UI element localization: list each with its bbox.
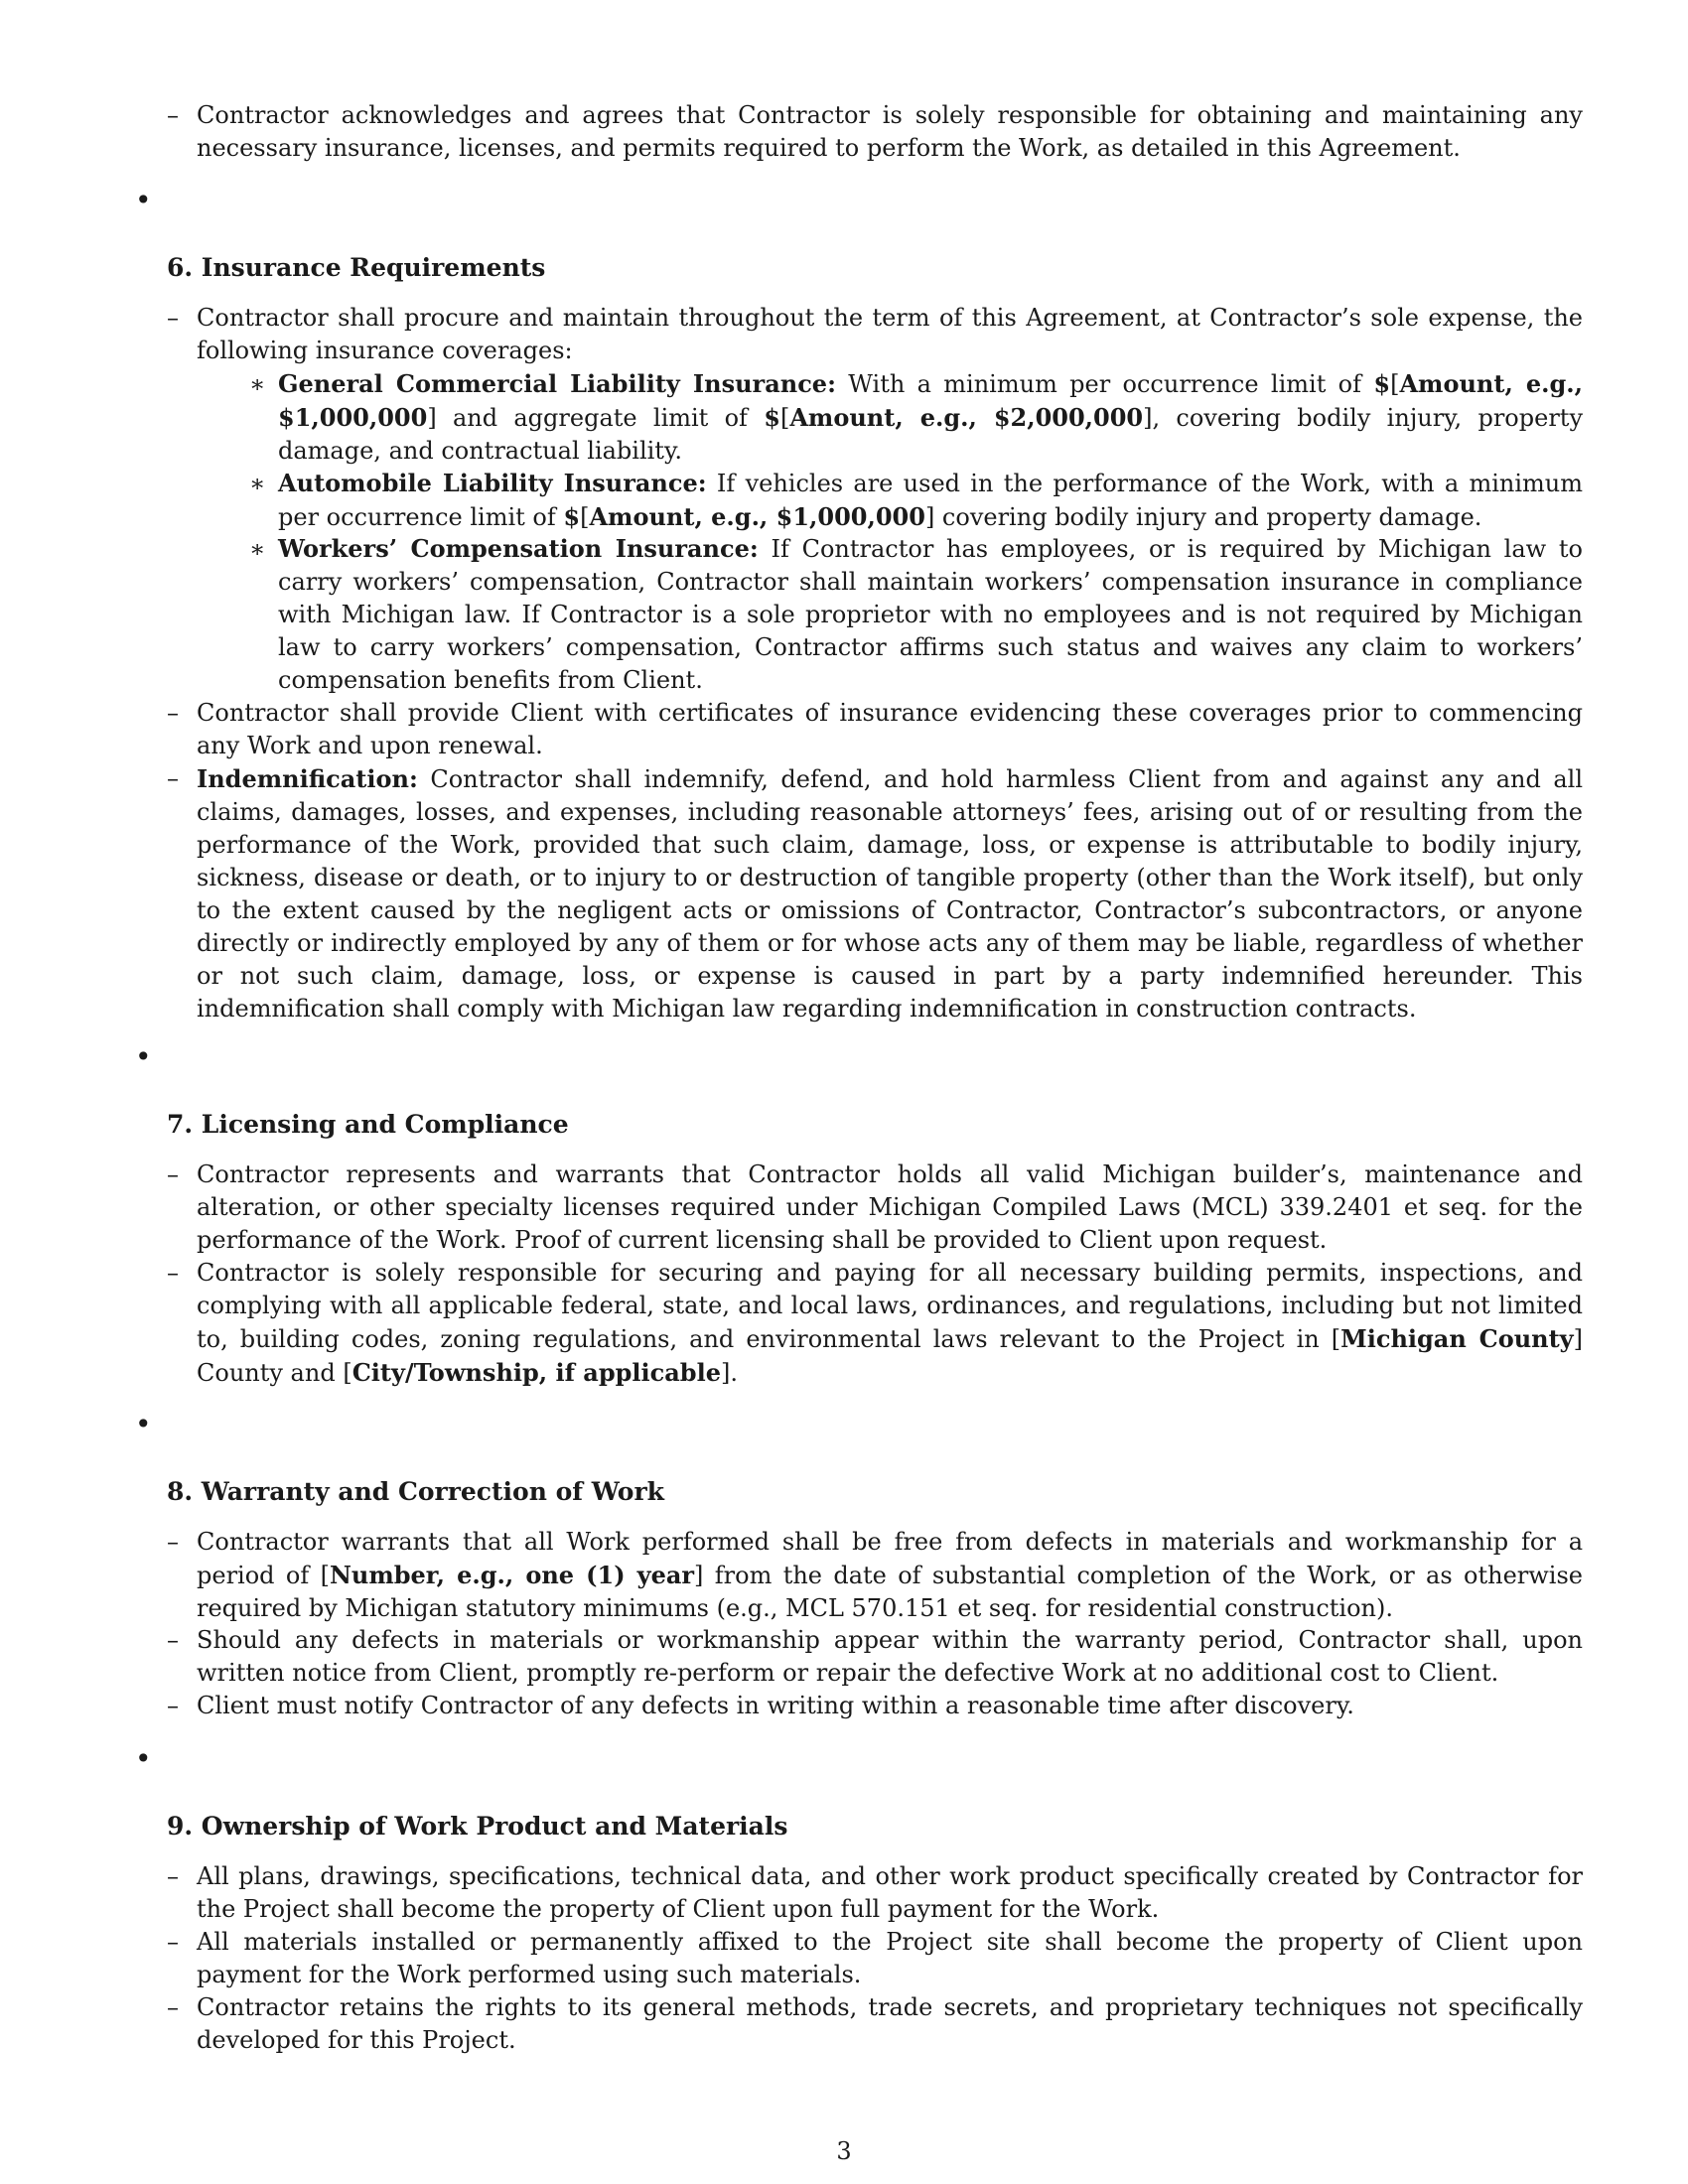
section7-list-item bbox=[167, 1159, 1583, 1257]
section7-item2-text: ] County and [ bbox=[197, 1325, 1584, 1387]
bracket: [ bbox=[580, 503, 590, 531]
star-marker: ∗ bbox=[249, 535, 266, 563]
section8-item2-text: Should any defects in materials or workmanship appear within the warranty period, Contractor shall, upon written notice from Client, promptly re-perform or repair the defective Work at no additional cost to Client. bbox=[197, 1626, 1583, 1687]
section6-subitem-workers-comp bbox=[249, 532, 1583, 697]
amount-placeholder: Amount, e.g., $1,000,000 bbox=[278, 369, 1583, 432]
section7-item2-text: Contractor is solely responsible for securing and paying for all necessary building permits, inspections, and complying with all applicable federal, state, and local laws, ordinances, and regulations, including but not limited to, building codes, zoning regulations, and environmental laws relevant to the Project in [ bbox=[197, 1259, 1583, 1353]
indemnification-label: Indemnification: bbox=[197, 764, 418, 793]
dash-marker: – bbox=[167, 1528, 179, 1556]
bullet-marker: • bbox=[135, 1408, 152, 1440]
dash-marker: – bbox=[167, 1259, 179, 1287]
dash-marker: – bbox=[167, 1626, 179, 1654]
amount-placeholder: Amount, e.g., $1,000,000 bbox=[589, 502, 925, 531]
section6-heading: 6. Insurance Requirements bbox=[167, 253, 546, 282]
section8-item3-text: Client must notify Contractor of any defects in writing within a reasonable time after discovery. bbox=[197, 1692, 1354, 1719]
auto-liability-text: If vehicles are used in the performance of the Work, with a minimum per occurrence limit of bbox=[278, 470, 1584, 531]
dollar-sign: $ bbox=[1373, 369, 1391, 398]
warranty-period-placeholder: Number, e.g., one (1) year bbox=[329, 1561, 695, 1589]
dash-marker: – bbox=[167, 304, 179, 332]
section8-list-item bbox=[167, 1624, 1583, 1690]
section6-subitem-general-liability bbox=[249, 367, 1583, 468]
dash-marker: – bbox=[167, 1862, 179, 1890]
section6-list-item bbox=[167, 697, 1583, 762]
section8-list-item bbox=[167, 1690, 1583, 1722]
dollar-sign: $ bbox=[563, 502, 581, 531]
section5-list-item bbox=[167, 99, 1583, 165]
page-number: 3 bbox=[836, 2137, 852, 2165]
section6-item2-text: Contractor shall provide Client with certificates of insurance evidencing these coverages prior to commencing any Work and upon renewal. bbox=[197, 699, 1583, 759]
star-marker: ∗ bbox=[249, 370, 266, 398]
general-liability-label: General Commercial Liability Insurance: bbox=[278, 369, 836, 398]
dash-marker: – bbox=[167, 1993, 179, 2021]
general-liability-text: With a minimum per occurrence limit of bbox=[835, 370, 1374, 398]
bullet-marker: • bbox=[135, 1040, 152, 1073]
section9-list-item bbox=[167, 1991, 1583, 2057]
star-marker: ∗ bbox=[249, 470, 266, 497]
dash-marker: – bbox=[167, 764, 179, 792]
dash-marker: – bbox=[167, 699, 179, 727]
amount-placeholder: Amount, e.g., $2,000,000 bbox=[789, 403, 1144, 432]
section9-item3-text: Contractor retains the rights to its general methods, trade secrets, and proprietary techniques not specifically developed for this Project. bbox=[197, 1993, 1583, 2054]
bracket: [ bbox=[779, 404, 790, 432]
section7-item1-text: Contractor represents and warrants that Contractor holds all valid Michigan builder’s, maintenance and alteration, or other specialty licenses required under Michigan Compiled Laws (MCL) 339.2401 et seq. for the performance of the Work. Proof of current licensing shall be provided to Client upon request. bbox=[197, 1160, 1583, 1254]
section9-list-item bbox=[167, 1860, 1583, 1926]
dash-marker: – bbox=[167, 1692, 179, 1719]
section7-heading: 7. Licensing and Compliance bbox=[167, 1110, 569, 1139]
dollar-sign: $ bbox=[764, 403, 780, 432]
section8-heading: 8. Warranty and Correction of Work bbox=[167, 1477, 664, 1506]
section9-list-item bbox=[167, 1926, 1583, 1991]
section9-heading: 9. Ownership of Work Product and Materials bbox=[167, 1812, 788, 1841]
auto-liability-text: ] covering bodily injury and property damage. bbox=[924, 503, 1482, 531]
dash-marker: – bbox=[167, 1160, 179, 1188]
general-liability-text: ], covering bodily injury, property damage, and contractual liability. bbox=[278, 404, 1583, 465]
city-placeholder: City/Township, if applicable bbox=[352, 1358, 721, 1387]
dash-marker: – bbox=[167, 1928, 179, 1956]
section6-subitem-auto-liability bbox=[249, 467, 1584, 534]
bracket: [ bbox=[1390, 370, 1400, 398]
workers-comp-label: Workers’ Compensation Insurance: bbox=[278, 534, 759, 563]
workers-comp-text: If Contractor has employees, or is required by Michigan law to carry workers’ compensation, Contractor shall maintain workers’ compensation insurance in compliance with Michigan law. If Contractor is a sole proprietor with no employees and is not required by Michigan law to carry workers’ compensation, Contractor affirms such status and waives any claim to workers’ compensation benefits from Client. bbox=[278, 535, 1583, 694]
section6-list-item-indemnification bbox=[167, 762, 1583, 1025]
section6-list-item bbox=[167, 302, 1583, 367]
general-liability-text: ] and aggregate limit of bbox=[427, 404, 765, 432]
dash-marker: – bbox=[167, 101, 179, 129]
county-placeholder: Michigan County bbox=[1340, 1324, 1574, 1353]
bullet-marker: • bbox=[135, 184, 152, 216]
section9-item2-text: All materials installed or permanently affixed to the Project site shall become the property of Client upon payment for the Work performed using such materials. bbox=[197, 1928, 1583, 1988]
section5-item1-text: Contractor acknowledges and agrees that Contractor is solely responsible for obtaining and maintaining any necessary insurance, licenses, and permits required to perform the Work, as detailed in this Agreement. bbox=[197, 101, 1583, 162]
section7-list-item bbox=[167, 1257, 1584, 1390]
section8-item1-text: ] from the date of substantial completion of the Work, or as otherwise required by Michigan statutory minimums (e.g., MCL 570.151 et seq. for residential construction). bbox=[197, 1562, 1584, 1622]
section8-item1-text: Contractor warrants that all Work performed shall be free from defects in materials and workmanship for a period of [ bbox=[197, 1528, 1583, 1589]
section6-item1-text: Contractor shall procure and maintain throughout the term of this Agreement, at Contractor’s sole expense, the following insurance coverages: bbox=[197, 304, 1583, 364]
bullet-marker: • bbox=[135, 1742, 152, 1775]
section8-list-item bbox=[167, 1526, 1584, 1625]
section9-item1-text: All plans, drawings, specifications, technical data, and other work product specifically created by Contractor for the Project shall become the property of Client upon full payment for the Work. bbox=[197, 1862, 1583, 1923]
section7-item2-text: ]. bbox=[720, 1359, 738, 1387]
indemnification-text: Contractor shall indemnify, defend, and hold harmless Client from and against any and all claims, damages, losses, and expenses, including reasonable attorneys’ fees, arising out of or resulting from the performance of the Work, provided that such claim, damage, loss, or expense is attributable to bodily injury, sickness, disease or death, or to injury to or destruction of tangible property (other than the Work itself), but only to the extent caused by the negligent acts or omissions of Contractor, Contractor’s subcontractors, or anyone directly or indirectly employed by any of them or for whose acts any of them may be liable, regardless of whether or not such claim, damage, loss, or expense is caused in part by a party indemnified hereunder. This indemnification shall comply with Michigan law regarding indemnification in construction contracts. bbox=[197, 765, 1583, 1023]
auto-liability-label: Automobile Liability Insurance: bbox=[278, 469, 707, 497]
